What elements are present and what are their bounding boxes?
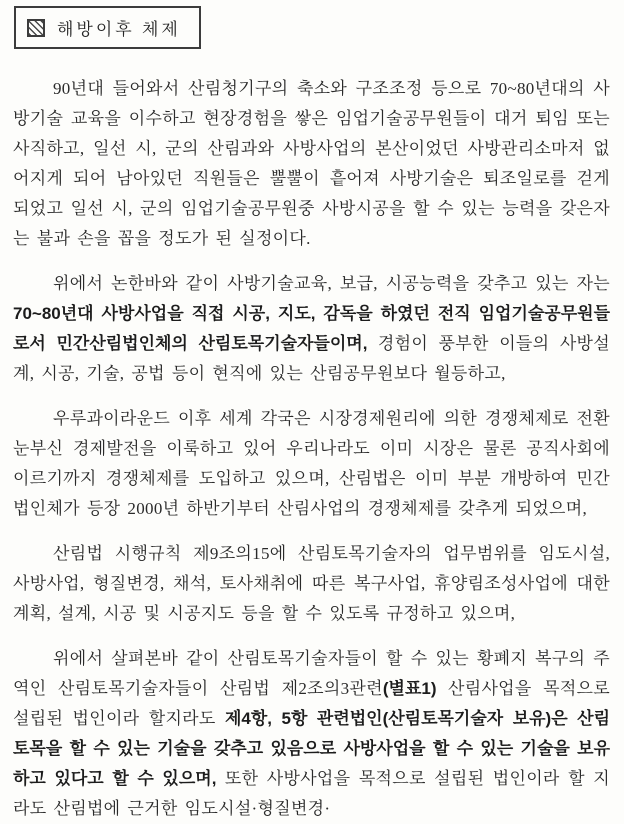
- paragraph: [13, 74, 610, 254]
- body-text: 위에서 살펴본바 같이 산림토목기술자들이 할 수 있는 황폐지 복구의 주역인 산림토목기술자들이 산림법 제2조의3관련: [13, 649, 610, 698]
- body-text: 경험이 풍부한 이들의 사방설계, 시공, 기술, 공법 등이 현직에 있는 산림공무원보다 월등하고,: [13, 334, 610, 383]
- paragraph: [13, 404, 610, 524]
- body-text: 우루과이라운드 이후 세계 각국은 시장경제원리에 의한 경쟁체제로 전환 눈부신 경제발전을 이룩하고 있어 우리나라도 이미 시장은 물론 공직사회에 이르기까지 경쟁체제를 도입하고 있으며, 산림법은 이미 부분 개방하여 민간 법인체가 등장 2000년 하반기부터 산림사업의 경쟁체제를 갖추게 되었으며,: [13, 409, 610, 518]
- emphasized-text: 70~80년대 사방사업을 직접 시공, 지도, 감독을 하였던 전직 임업기술공무원들로서 민간산림법인체의 산림토목기술자들이며,: [13, 304, 610, 353]
- document-body: [13, 74, 610, 824]
- section-header: [14, 6, 201, 49]
- section-title: 해방이후 체제: [57, 20, 181, 39]
- paragraph: [13, 644, 610, 824]
- body-text: 산림사업을 목적으로 설립된 법인이라 할지라도: [13, 679, 611, 728]
- body-text: 90년대 들어와서 산림청기구의 축소와 구조조정 등으로 70~80년대의 사방기술 교육을 이수하고 현장경험을 쌓은 임업기술공무원들이 대거 퇴임 또는 사직하고, 일선 시, 군의 산림과와 사방사업의 본산이었던 사방관리소마저 없어지게 되어 남아있던 직원들은 뿔뿔이 흩어져 사방기술은 퇴조일로를 걷게 되었고 일선 시, 군의 임업기술공무원중 사방시공을 할 수 있는 능력을 갖은자는 불과 손을 꼽을 정도가 된 실정이다.: [13, 79, 610, 248]
- hatched-checkbox-icon: [27, 19, 45, 37]
- body-text: 산림법 시행규칙 제9조의15에 산림토목기술자의 업무범위를 임도시설, 사방사업, 형질변경, 채석, 토사채취에 따른 복구사업, 휴양림조성사업에 대한 계획, 설계, 시공 및 시공지도 등을 할 수 있도록 규정하고 있으며,: [13, 544, 610, 623]
- body-text: 위에서 논한바와 같이 사방기술교육, 보급, 시공능력을 갖추고 있는 자는: [53, 274, 610, 293]
- emphasized-text: (별표1): [382, 679, 437, 698]
- body-text: 또한 사방사업을 목적으로 설립된 법인이라 할 지라도 산림법에 근거한 임도시설·형질변경·: [13, 769, 610, 818]
- emphasized-text: 제4항, 5항 관련법인(산림토목기술자 보유)은 산림토목을 할 수 있는 기술을 갖추고 있음으로 사방사업을 할 수 있는 기술을 보유하고 있다고 할 수 있으며,: [13, 709, 610, 788]
- paragraph: [13, 269, 610, 389]
- paragraph: [13, 539, 610, 629]
